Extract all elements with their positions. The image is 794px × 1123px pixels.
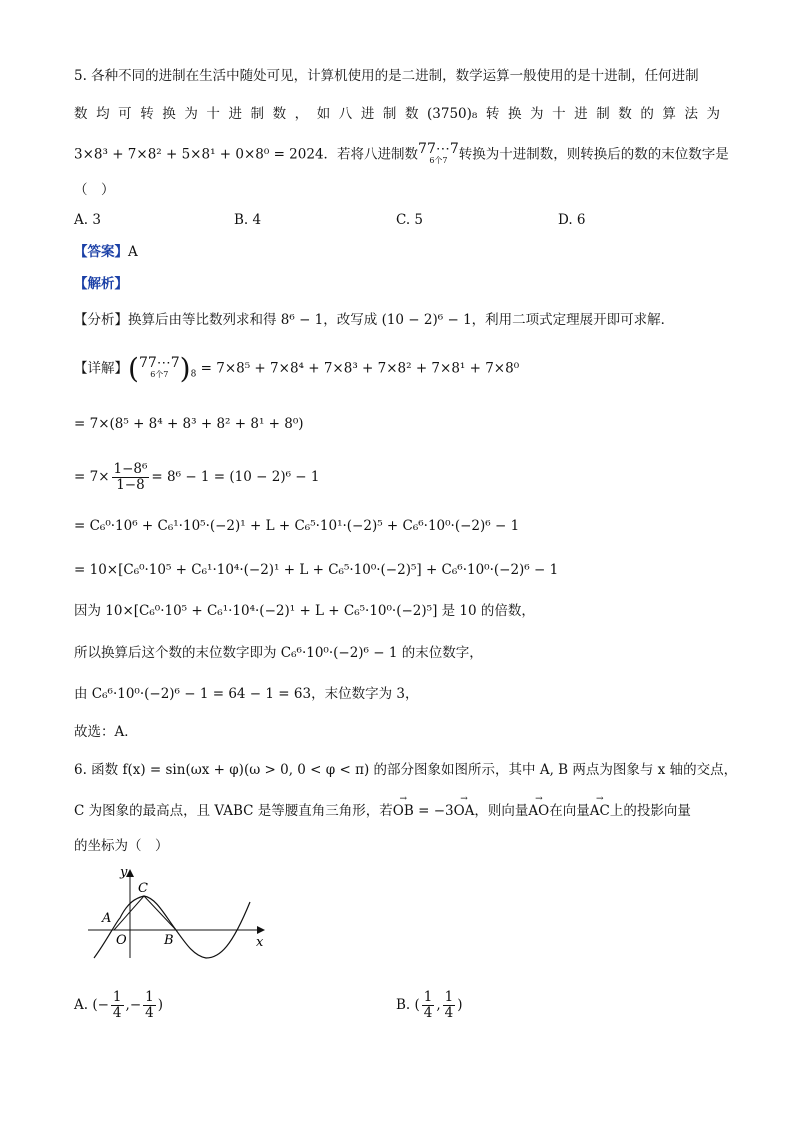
q5-line2-word: 八 — [338, 106, 353, 122]
q6-line3: 的坐标为（ ） — [74, 838, 169, 854]
detail-line8: 由 C₆⁶·10⁰·(−2)⁶ − 1 = 64 − 1 = 63，末位数字为 3， — [74, 686, 419, 702]
label-y: y — [120, 865, 128, 880]
analysis-tag: 【解析】 — [74, 276, 128, 292]
q5-option-d: D. 6 — [558, 212, 586, 228]
q6-line1: 6. 函数 f(x) = sin(ωx + φ)(ω > 0, 0 < φ < π) 的部分图象如图所示，其中 A, B 两点为图象与 x 轴的交点， — [74, 762, 738, 778]
q5-line4: （ ） — [74, 182, 115, 198]
answer-tag: 【答案】 — [74, 244, 128, 260]
label-c: C — [138, 881, 148, 896]
q6-option-b: B. ( $\frac{1}{4}$ , $\frac{1}{4}$ ) — [396, 989, 463, 1021]
fenxi-tag: 【分析】 — [74, 312, 128, 328]
vector-oa: → OA — [454, 801, 475, 821]
q5-line2-word: 数 — [74, 106, 88, 122]
vector-ob: → OB — [393, 801, 414, 821]
detail-line5: = 10×[C₆⁰·10⁵ + C₆¹·10⁴·(−2)¹ + L + C₆⁵·10⁰·(−2)⁵] + C₆⁶·10⁰·(−2)⁶ − 1 — [74, 562, 559, 578]
q5-line2-word: 制 — [382, 106, 397, 122]
q5-line2-word: 换 — [507, 106, 522, 122]
answer-value: A — [128, 244, 138, 260]
octal-number — [418, 141, 459, 166]
q5-line2-word: 换 — [162, 106, 176, 122]
q5-line2-word: 算 — [662, 106, 676, 122]
q5-line2-word: 进 — [574, 106, 588, 122]
q5-line2-word: 制 — [596, 106, 610, 122]
detail-octal: 77⋯7 6个7 — [138, 355, 180, 379]
q6-line2: C 为图象的最高点，且 VABC 是等腰直角三角形，若→ OB = −3→ OA，则向量→ AO在向量→ AC上的投影向量 — [74, 801, 691, 821]
q5-line2-word: 数 — [404, 106, 419, 122]
detail-line9: 故选：A． — [74, 724, 138, 740]
q5-option-a: A. 3 — [74, 212, 101, 228]
q5-formula: 3×8³ + 7×8² + 5×8¹ + 0×8⁰ = 2024 — [74, 146, 324, 163]
q5-line3 — [74, 141, 729, 166]
q5-line2-word: 为 — [706, 106, 720, 122]
detail-line1: 【详解】( 77⋯7 6个7 )$_8 = 7\times 8^5 + 7\times 8^4 + 7\times 8^3 + 7\times 8^2 + 7\times 8^1 + 7\times 8^0$ — [74, 352, 520, 385]
detail-line3: = 7× $\frac{\text{1−8⁶}}{1-8}$ = 8⁶ − 1 = (10 − 2)⁶ − 1 — [74, 461, 320, 493]
q5-line2 — [74, 104, 720, 124]
octal-top: 77⋯7 — [418, 141, 459, 157]
label-o: O — [116, 933, 127, 948]
q5-line2-word: 的 — [640, 106, 654, 122]
q5-text-b: 转换为十进制数，则转换后的数的末位数字是 — [458, 146, 729, 163]
q5-line2-word: 十 — [552, 106, 566, 122]
label-a: A — [102, 911, 112, 926]
q5-line1: 5. 各种不同的进制在生活中随处可见，计算机使用的是二进制，数学运算一般使用的是十进制，任何进制 — [74, 68, 699, 84]
detail-tag: 【详解】 — [74, 360, 128, 377]
q5-line2-word: 数 — [272, 106, 287, 122]
q5-line2-word: 转 — [485, 106, 500, 122]
vector-ac: → AC — [590, 801, 610, 821]
octal-bottom: 6个7 — [429, 156, 448, 165]
q5-line2-word: 转 — [140, 106, 154, 122]
q5-line2-word: (3750)₈ — [427, 106, 478, 122]
q5-line2-word: 制 — [250, 106, 264, 122]
fenxi-line — [74, 310, 674, 330]
answer-line — [74, 242, 138, 262]
q5-text-a: ．若将八进制数 — [323, 146, 419, 163]
fenxi-text: 换算后由等比数列求和得 8⁶ − 1，改写成 (10 − 2)⁶ − 1，利用二项式定理展开即可求解． — [128, 312, 675, 328]
q5-line2-word: 法 — [684, 106, 698, 122]
q5-line2-word: 可 — [118, 106, 132, 122]
detail-line1-rhs: = 7×8⁵ + 7×8⁴ + 7×8³ + 7×8² + 7×8¹ + 7×8⁰ — [200, 360, 520, 377]
q5-option-b: B. 4 — [234, 212, 262, 228]
q5-line2-word: 为 — [184, 106, 198, 122]
sine-graph — [86, 862, 276, 962]
triangle-cb — [144, 896, 176, 930]
detail-line7: 所以换算后这个数的末位数字即为 C₆⁶·10⁰·(−2)⁶ − 1 的末位数字， — [74, 645, 483, 661]
q5-line2-word: 进 — [228, 106, 242, 122]
q5-line2-word: ， — [294, 106, 309, 122]
q5-option-c: C. 5 — [396, 212, 424, 228]
detail-line2: = 7×(8⁵ + 8⁴ + 8³ + 8² + 8¹ + 8⁰) — [74, 416, 304, 432]
triangle-ac — [114, 896, 144, 930]
q5-line2-word: 如 — [316, 106, 331, 122]
detail-line4: = C₆⁰·10⁶ + C₆¹·10⁵·(−2)¹ + L + C₆⁵·10¹·(−2)⁵ + C₆⁶·10⁰·(−2)⁶ − 1 — [74, 518, 520, 534]
q5-line2-word: 均 — [96, 106, 110, 122]
vector-ao: → AO — [528, 801, 549, 821]
label-b: B — [164, 933, 174, 948]
detail-line6: 因为 10×[C₆⁰·10⁵ + C₆¹·10⁴·(−2)¹ + L + C₆⁵·10⁰·(−2)⁵] 是 10 的倍数， — [74, 603, 535, 619]
q5-line2-word: 数 — [618, 106, 632, 122]
q5-line2-word: 为 — [530, 106, 544, 122]
q5-line2-word: 进 — [360, 106, 375, 122]
sine-curve — [94, 896, 250, 958]
q6-option-a: A. (− $\frac{1}{4}$ ,− $\frac{1}{4}$ ) — [74, 989, 163, 1021]
fraction: $\frac{\text{1−8⁶}}{1-8}$ — [113, 461, 148, 493]
label-x: x — [256, 935, 264, 950]
q5-line2-word: 十 — [206, 106, 220, 122]
